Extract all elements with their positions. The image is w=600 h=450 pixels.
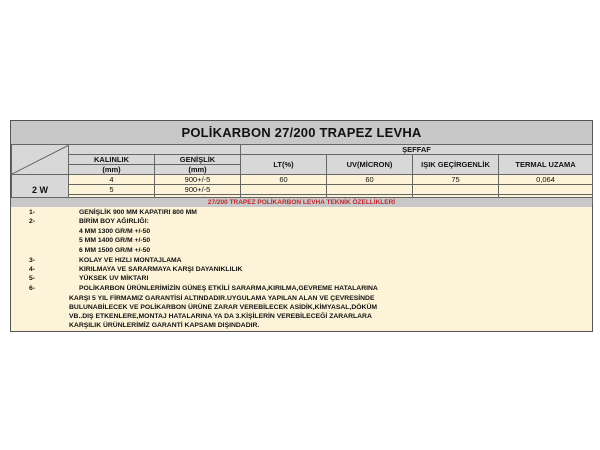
col-header-genislik: GENİŞLİK (155, 155, 241, 165)
cell-uv (327, 185, 413, 195)
note-line: VB..DIŞ ETKENLERE,MONTAJ HATALARINA YA DA 3.KİŞİLERİN VEREBİLECEĞİ ZARARLARA (69, 313, 372, 320)
note-line: BİRİM BOY AĞIRLIĞI: (79, 218, 149, 225)
note-number: 4- (29, 266, 36, 273)
note-line: KIRILMAYA VE SARARMAYA KARŞI DAYANIKLILIK (79, 266, 243, 273)
cell-lt: 60 (241, 175, 327, 185)
note-line: GENİŞLİK 900 MM KAPATIRI 800 MM (79, 209, 197, 216)
cell-lt (241, 185, 327, 195)
cell-termal (499, 185, 593, 195)
note-line: KOLAY VE HIZLI MONTAJLAMA (79, 257, 182, 264)
specs-title: 27/200 TRAPEZ POLİKARBON LEVHA TEKNİK ÖZELLİKLERİ (11, 197, 592, 208)
sub-header-termal: TERMAL UZAMA (499, 155, 593, 175)
spec-table (11, 144, 593, 205)
note-line: 5 MM 1400 GR/M +/-50 (79, 237, 151, 244)
cell-kalinlik: 5 (69, 185, 155, 195)
note-line: 6 MM 1500 GR/M +/-50 (79, 247, 151, 254)
cell-isik: 75 (413, 175, 499, 185)
col-header-kalinlik: KALINLIK (69, 155, 155, 165)
cell-genislik: 900+/-5 (155, 175, 241, 185)
sheet-title: POLİKARBON 27/200 TRAPEZ LEVHA (11, 121, 592, 145)
corner-cell (12, 145, 69, 175)
sub-header-uv: UV(MİCRON) (327, 155, 413, 175)
note-line: YÜKSEK UV MİKTARI (79, 275, 149, 282)
note-line: KARŞILIK ÜRÜNLERİMİZ GARANTİ KAPSAMI DIŞINDADIR. (69, 322, 260, 329)
note-line: POLİKARBON ÜRÜNLERİMİZİN GÜNEŞ ETKİLİ SARARMA,KIRILMA,GEVREME HATALARINA (79, 285, 378, 292)
cell-isik (413, 185, 499, 195)
spec-sheet (10, 120, 593, 332)
cell-termal: 0,064 (499, 175, 593, 185)
note-number: 6- (29, 285, 36, 292)
group-header: ŞEFFAF (241, 145, 593, 155)
diagonal-divider-icon (12, 145, 69, 174)
row-label: 2 W (12, 175, 69, 205)
note-number: 3- (29, 257, 36, 264)
cell-genislik: 900+/-5 (155, 185, 241, 195)
table-row (12, 185, 593, 195)
cell-kalinlik: 4 (69, 175, 155, 185)
note-number: 5- (29, 275, 36, 282)
cell-uv: 60 (327, 175, 413, 185)
sub-header-isik: IŞIK GEÇİRGENLİK (413, 155, 499, 175)
sub-header-lt: LT(%) (241, 155, 327, 175)
note-line: KARŞI 5 YIL FİRMAMIZ GARANTİSİ ALTINDADIR.UYGULAMA YAPILAN ALAN VE ÇEVRESİNDE (69, 295, 375, 302)
note-line: BULUNABİLECEK VE POLİKARBON ÜRÜNE ZARAR VEREBİLECEK ASİDİK,KİMYASAL,DÖKÜM (69, 304, 378, 311)
note-number: 2- (29, 218, 36, 225)
note-line: 4 MM 1300 GR/M +/-50 (79, 228, 151, 235)
note-number: 1- (29, 209, 36, 216)
table-row (12, 175, 593, 185)
col-unit-kalinlik: (mm) (69, 165, 155, 175)
blank-header (69, 145, 241, 155)
col-unit-genislik: (mm) (155, 165, 241, 175)
specs-notes (11, 207, 592, 331)
